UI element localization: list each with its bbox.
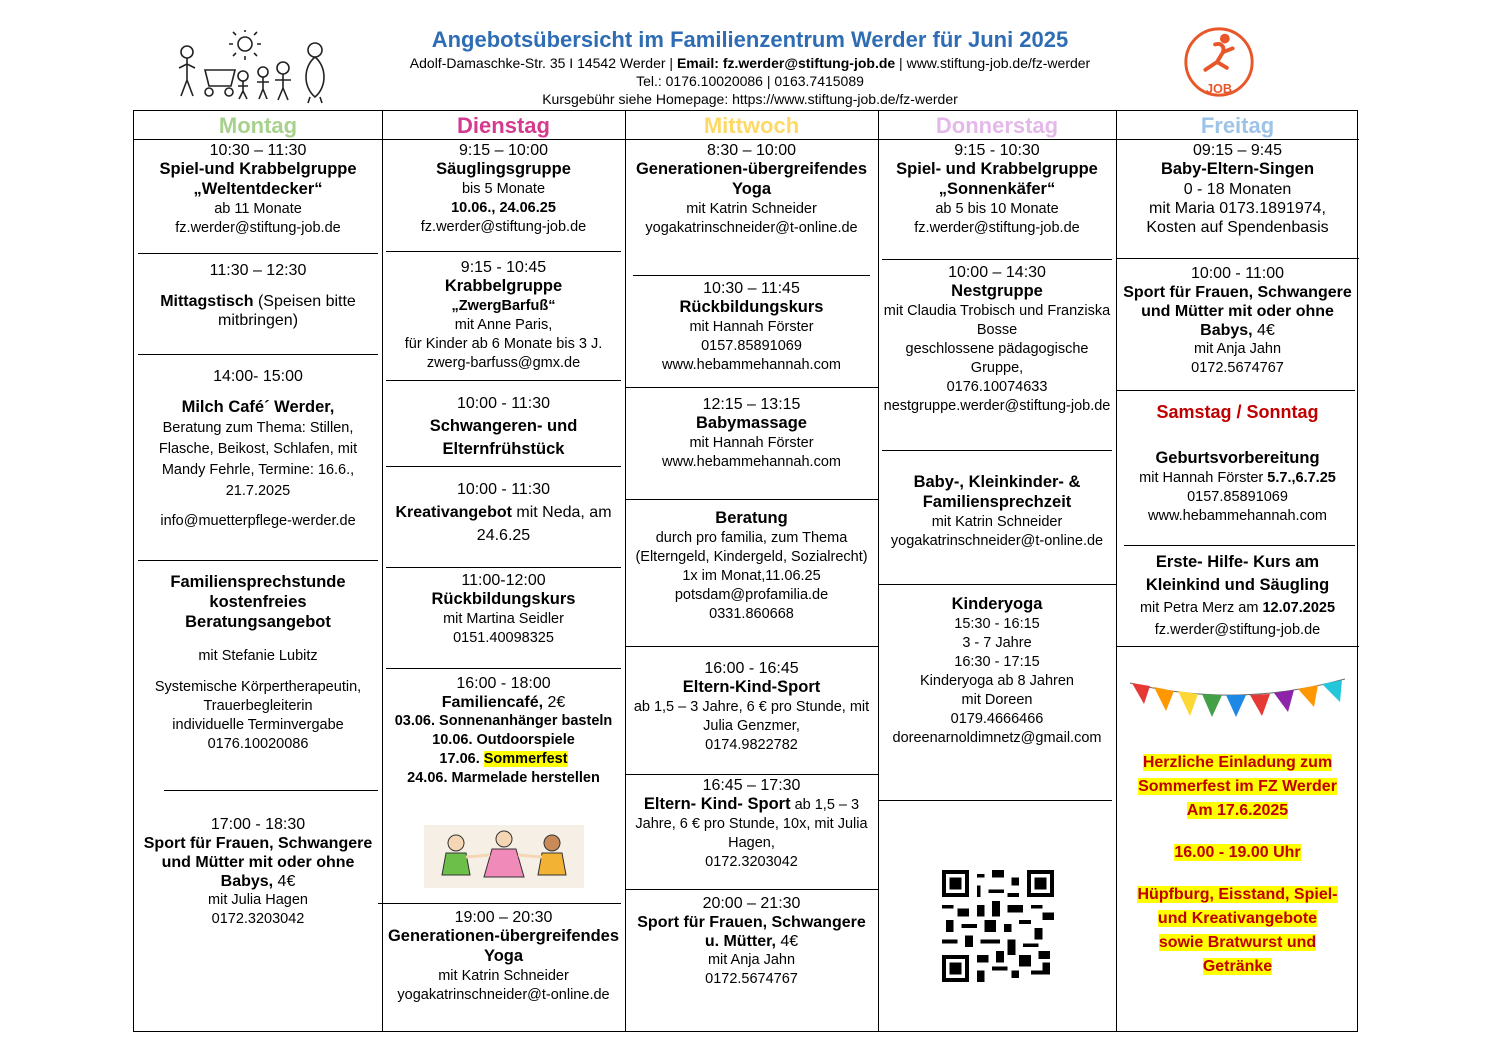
divider: [1116, 258, 1359, 259]
entry-tuesday-4: 10:00 - 11:30 Kreativangebot mit Neda, am 24.6.25: [395, 481, 612, 544]
job-logo: [1180, 22, 1258, 102]
entry-wednesday-6: 16:45 – 17:30 Eltern- Kind- Sport ab 1,5 – 3 Jahre, 6 € pro Stunde, 10x, mit Julia Hagen, 0172.3203042: [635, 777, 868, 870]
page-title: Angebotsübersicht im Familienzentrum Werder für Juni 2025: [431, 27, 1069, 52]
divider: [625, 387, 878, 388]
email-link[interactable]: fz.werder@stiftung-job.de: [1154, 622, 1321, 638]
email-link[interactable]: yogakatrinschneider@t-online.de: [397, 987, 610, 1003]
children-illustration: [424, 825, 584, 888]
phone-line: Tel.: 0176.10020086 | 0163.7415089: [636, 73, 864, 89]
divider: [882, 259, 1112, 260]
divider: [882, 450, 1112, 451]
day-header-monday: Montag: [134, 111, 382, 140]
day-header-tuesday: Dienstag: [382, 111, 625, 140]
entry-thursday-3: Baby-, Kleinkinder- & Familiensprechzeit mit Katrin Schneider yogakatrinschneider@t-online.de: [882, 473, 1112, 551]
divider: [386, 668, 621, 669]
entry-monday-4: Familiensprechstunde kostenfreies Beratungsangebot mit Stefanie Lubitz Systemische Körpertherapeutin, Trauerbegleiterin individuelle Terminvergabe 0176.10020086: [154, 573, 362, 752]
sommerfest-invitation: Herzliche Einladung zum Sommerfest im FZ Werder Am 17.6.2025 16.00 - 19.00 Uhr Hüpfburg, Eisstand, Spiel- und Kreativangebote sowie Bratwurst und Getränke: [1137, 754, 1338, 975]
website-link[interactable]: www.hebammehannah.com: [662, 454, 841, 470]
family-drawing-logo: [175, 30, 335, 105]
entry-monday-2: 11:30 – 12:30 Mittagstisch (Speisen bitte mitbringen): [160, 262, 356, 329]
email-link[interactable]: zwerg-barfuss@gmx.de: [426, 355, 581, 371]
divider: [625, 646, 878, 647]
divider: [378, 903, 621, 904]
website-link[interactable]: | www.stiftung-job.de/fz-werder: [895, 55, 1091, 71]
entry-tuesday-2: 9:15 - 10:45 Krabbelgruppe „ZwergBarfuß“ mit Anne Paris, für Kinder ab 6 Monate bis 3 J. zwerg-barfuss@gmx.de: [386, 258, 621, 373]
address-line: Adolf-Damaschke-Str. 35 I 14542 Werder | Email: fz.werder@stiftung-job.de | www.stiftung-job.de/fz-werder: [409, 55, 1091, 71]
entry-monday-1: 10:30 – 11:30 Spiel-und Krabbelgruppe „Weltentdecker“ ab 11 Monate fz.werder@stiftung-job.de: [138, 141, 378, 238]
header: [330, 26, 1170, 108]
entry-tuesday-6: 16:00 - 18:00 Familiencafé, 2€ 03.06. Sonnenanhänger basteln 10.06. Outdoorspiele 17.06. Sommerfest 24.06. Marmelade herstellen: [394, 675, 613, 786]
email-link[interactable]: info@muetterpflege-werder.de: [160, 513, 356, 529]
divider: [878, 800, 1112, 801]
weekend-heading: Samstag / Sonntag: [1156, 402, 1319, 422]
column-monday: [134, 111, 383, 1031]
email-link[interactable]: fz.werder@stiftung-job.de: [175, 220, 341, 236]
divider: [386, 251, 621, 252]
entry-wednesday-5: 16:00 - 16:45 Eltern-Kind-Sport ab 1,5 – 3 Jahre, 6 € pro Stunde, mit Julia Genzmer, 0174.9822782: [633, 660, 870, 753]
entry-tuesday-3: 10:00 - 11:30 Schwangeren- und Elternfrühstück: [429, 395, 578, 458]
entry-tuesday-7: 19:00 – 20:30 Generationen-übergreifendes Yoga mit Katrin Schneider yogakatrinschneider@t-online.de: [387, 909, 620, 1003]
website-link[interactable]: www.hebammehannah.com: [1148, 508, 1327, 524]
day-header-friday: Freitag: [1116, 111, 1359, 140]
column-tuesday: [382, 111, 626, 1031]
email-link[interactable]: Email: fz.werder@stiftung-job.de: [676, 55, 896, 71]
divider: [164, 790, 378, 791]
party-bunting-decoration: [1130, 675, 1345, 725]
divider: [386, 567, 621, 568]
entry-friday-1: 09:15 – 9:45 Baby-Eltern-Singen 0 - 18 Monaten mit Maria 0173.1891974, Kosten auf Spendenbasis: [1146, 142, 1329, 236]
email-link[interactable]: yogakatrinschneider@t-online.de: [890, 533, 1104, 549]
entry-thursday-1: 9:15 - 10:30 Spiel- und Krabbelgruppe „Sonnenkäfer“ ab 5 bis 10 Monate fz.werder@stiftung-job.de: [882, 141, 1112, 238]
email-link[interactable]: doreenarnoldimnetz@gmail.com: [892, 730, 1102, 746]
divider: [138, 354, 378, 355]
entry-tuesday-1: 9:15 – 10:00 Säuglingsgruppe bis 5 Monate 10.06., 24.06.25 fz.werder@stiftung-job.de: [386, 141, 621, 237]
email-link[interactable]: fz.werder@stiftung-job.de: [420, 219, 587, 235]
fee-line[interactable]: Kursgebühr siehe Homepage: https://www.stiftung-job.de/fz-werder: [542, 91, 958, 107]
column-wednesday: [625, 111, 879, 1031]
email-link[interactable]: yogakatrinschneider@t-online.de: [645, 220, 858, 236]
column-friday: [1116, 111, 1359, 1031]
divider: [138, 560, 378, 561]
entry-weekend-2: Erste- Hilfe- Kurs am Kleinkind und Säugling mit Petra Merz am 12.07.2025 fz.werder@stiftung-job.de: [1120, 551, 1355, 641]
website-link[interactable]: www.hebammehannah.com: [662, 357, 841, 373]
divider: [1124, 545, 1355, 546]
divider: [1116, 390, 1355, 391]
divider: [625, 889, 878, 890]
email-link[interactable]: fz.werder@stiftung-job.de: [914, 220, 1080, 236]
email-link[interactable]: nestgruppe.werder@stiftung-job.de: [883, 398, 1111, 414]
entry-monday-5: 17:00 - 18:30 Sport für Frauen, Schwangere und Mütter mit oder ohne Babys, 4€ mit Julia Hagen 0172.3203042: [143, 816, 373, 927]
divider: [625, 774, 878, 775]
day-header-thursday: Donnerstag: [878, 111, 1116, 140]
entry-thursday-2: 10:00 – 14:30 Nestgruppe mit Claudia Trobisch und Franziska Bosse geschlossene pädagogische Gruppe, 0176.10074633 nestgruppe.werder@stiftung-job.de: [883, 264, 1111, 414]
entry-thursday-4: Kinderyoga 15:30 - 16:15 3 - 7 Jahre 16:30 - 17:15 Kinderyoga ab 8 Jahren mit Doreen 0179.4666466 doreenarnoldimnetz@gmail.com: [882, 595, 1112, 748]
entry-monday-3: 14:00- 15:00 Milch Café´ Werder, Beratung zum Thema: Stillen, Flasche, Beikost, Schlafen, mit Mandy Fehrle, Termine: 16.6., 21.7.2025 info@muetterpflege-werder.de: [138, 367, 378, 531]
entry-wednesday-1: 8:30 – 10:00 Generationen-übergreifendes Yoga mit Katrin Schneider yogakatrinschneider@t-online.de: [629, 141, 874, 238]
divider: [386, 466, 621, 467]
divider: [138, 253, 378, 254]
entry-friday-2: 10:00 - 11:00 Sport für Frauen, Schwangere und Mütter mit oder ohne Babys, 4€ mit Anja Jahn 0172.5674767: [1123, 265, 1352, 376]
entry-tuesday-5: 11:00-12:00 Rückbildungskurs mit Martina Seidler 0151.40098325: [431, 572, 576, 646]
email-link[interactable]: potsdam@profamilia.de: [674, 587, 829, 603]
entry-weekend-1: Geburtsvorbereitung mit Hannah Förster 5.7.,6.7.25 0157.85891069 www.hebammehannah.com: [1120, 449, 1355, 526]
divider: [386, 380, 621, 381]
entry-wednesday-4: Beratung durch pro familia, zum Thema (Elterngeld, Kindergeld, Sozialrecht) 1x im Monat,11.06.25 potsdam@profamilia.de 0331.860668: [629, 509, 874, 624]
entry-wednesday-7: 20:00 – 21:30 Sport für Frauen, Schwangere u. Mütter, 4€ mit Anja Jahn 0172.5674767: [637, 895, 866, 987]
divider: [625, 499, 878, 500]
schedule-grid: [133, 110, 1358, 1032]
qr-code[interactable]: [934, 870, 1062, 982]
divider: [633, 275, 870, 276]
day-header-wednesday: Mittwoch: [625, 111, 878, 140]
entry-wednesday-3: 12:15 – 13:15 Babymassage mit Hannah Förster www.hebammehannah.com: [629, 395, 874, 472]
entry-wednesday-2: 10:30 – 11:45 Rückbildungskurs mit Hannah Förster 0157.85891069 www.hebammehannah.com: [629, 279, 874, 375]
divider: [878, 584, 1116, 585]
job-logo-text: JOB: [1205, 82, 1233, 97]
divider: [1116, 646, 1359, 647]
